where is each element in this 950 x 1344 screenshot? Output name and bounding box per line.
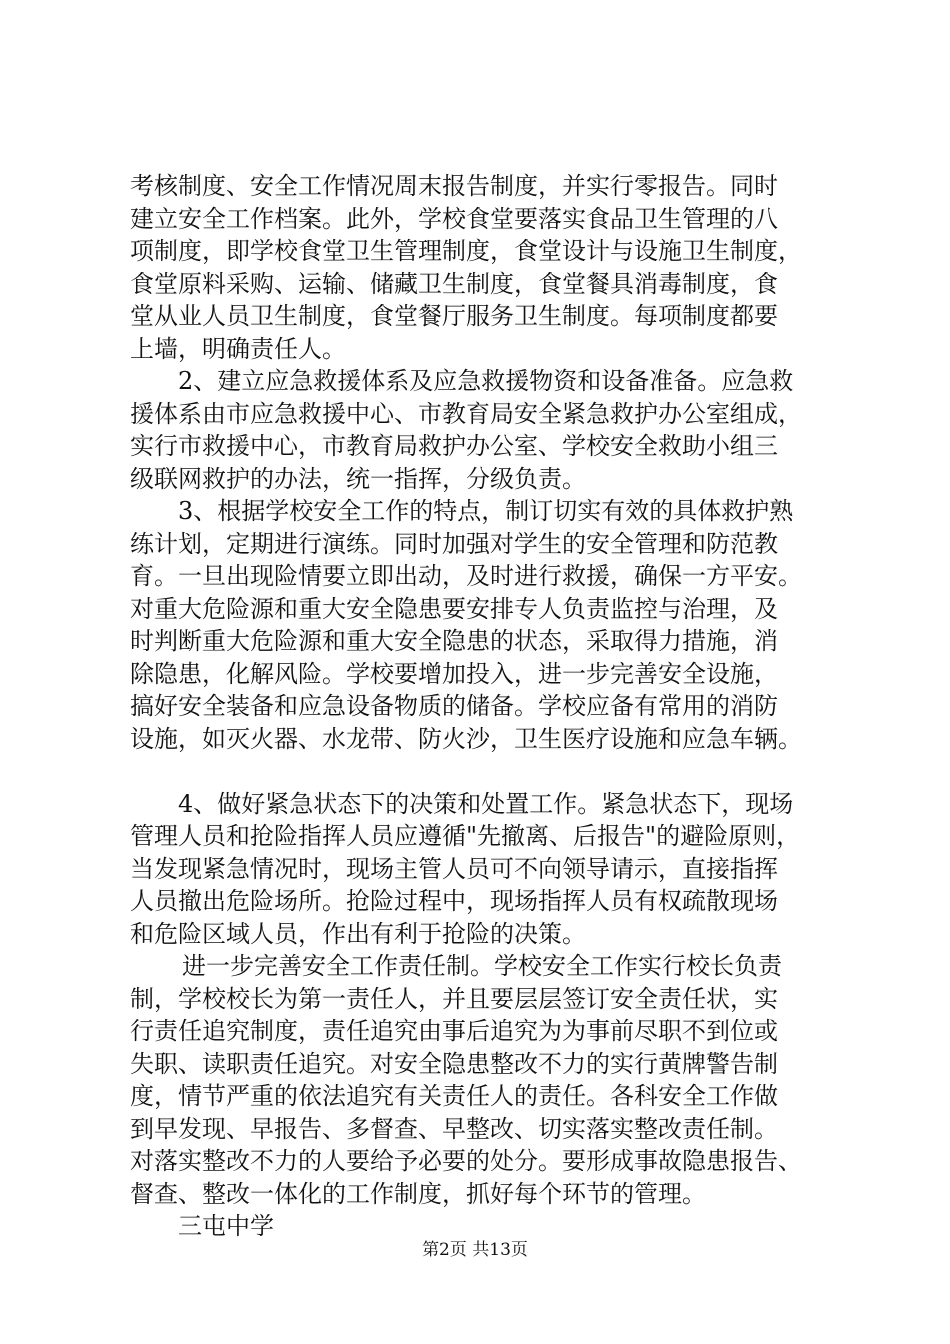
text-line: 堂从业人员卫生制度，食堂餐厅服务卫生制度。每项制度都要 [130,302,778,330]
text-line: 对重大危险源和重大安全隐患要安排专人负责监控与治理，及 [130,594,778,623]
text-line: 练计划，定期进行演练。同时加强对学生的安全管理和防范教 [130,529,778,558]
paragraph-2-start: 2、建立应急救援体系及应急救援物资和设备准备。应急救 [178,367,794,395]
text-line: 制，学校校长为第一责任人，并且要层层签订安全责任状，实 [130,984,778,1013]
document-body [130,170,830,1243]
text-line: 度，情节严重的依法追究有关责任人的责任。各科安全工作做 [130,1082,778,1110]
text-line: 时判断重大危险源和重大安全隐患的状态，采取得力措施，消 [130,627,778,655]
page-indicator: 第2页 共13页 [422,1240,528,1260]
text-line: 实行市救援中心，市教育局救护办公室、学校安全救助小组三 [130,432,778,460]
text-line: 当发现紧急情况时，现场主管人员可不向领导请示，直接指挥 [130,854,778,883]
text-line: 建立安全工作档案。此外，学校食堂要落实食品卫生管理的八 [130,204,778,233]
text-line: 食堂原料采购、运输、储藏卫生制度，食堂餐具消毒制度，食 [130,269,778,298]
text-line: 人员撤出危险场所。抢险过程中，现场指挥人员有权疏散现场 [130,887,778,915]
text-line: 行责任追究制度，责任追究由事后追究为为事前尽职不到位或 [130,1017,778,1045]
text-line: 上墙，明确责任人。 [130,334,346,363]
text-line: 搞好安全装备和应急设备物质的储备。学校应备有常用的消防 [130,692,778,720]
text-line: 设施，如灭火器、水龙带、防火沙，卫生医疗设施和应急车辆。 [130,724,802,753]
text-line: 级联网救护的办法，统一指挥，分级负责。 [130,464,586,493]
paragraph-3-start: 3、根据学校安全工作的特点，制订切实有效的具体救护熟 [178,497,794,525]
paragraph-4-start: 4、做好紧急状态下的决策和处置工作。紧急状态下，现场 [178,789,794,818]
text-line: 和危险区域人员，作出有利于抢险的决策。 [130,919,586,948]
text-line: 考核制度、安全工作情况周末报告制度，并实行零报告。同时 [130,172,778,200]
text-line: 到早发现、早报告、多督查、早整改、切实落实整改责任制。 [130,1114,778,1143]
text-line: 除隐患，化解风险。学校要增加投入，进一步完善安全设施， [130,659,778,688]
text-line: 援体系由市应急救援中心、市教育局安全紧急救护办公室组成， [130,399,802,428]
text-line: 对落实整改不力的人要给予必要的处分。要形成事故隐患报告、 [130,1147,802,1175]
text-line: 管理人员和抢险指挥人员应遵循"先撤离、后报告"的避险原则， [130,822,801,850]
text-line: 育。一旦出现险情要立即出动，及时进行救援，确保一方平安。 [130,562,802,590]
text-line: 项制度，即学校食堂卫生管理制度，食堂设计与设施卫生制度， [130,237,802,265]
text-line: 督查、整改一体化的工作制度，抓好每个环节的管理。 [130,1179,706,1208]
paragraph-gap [130,755,830,788]
paragraph-5-start: 进一步完善安全工作责任制。学校安全工作实行校长负责 [182,952,782,980]
text-line: 失职、读职责任追究。对安全隐患整改不力的实行黄牌警告制 [130,1049,778,1078]
signature-school-name: 三屯中学 [178,1212,274,1240]
